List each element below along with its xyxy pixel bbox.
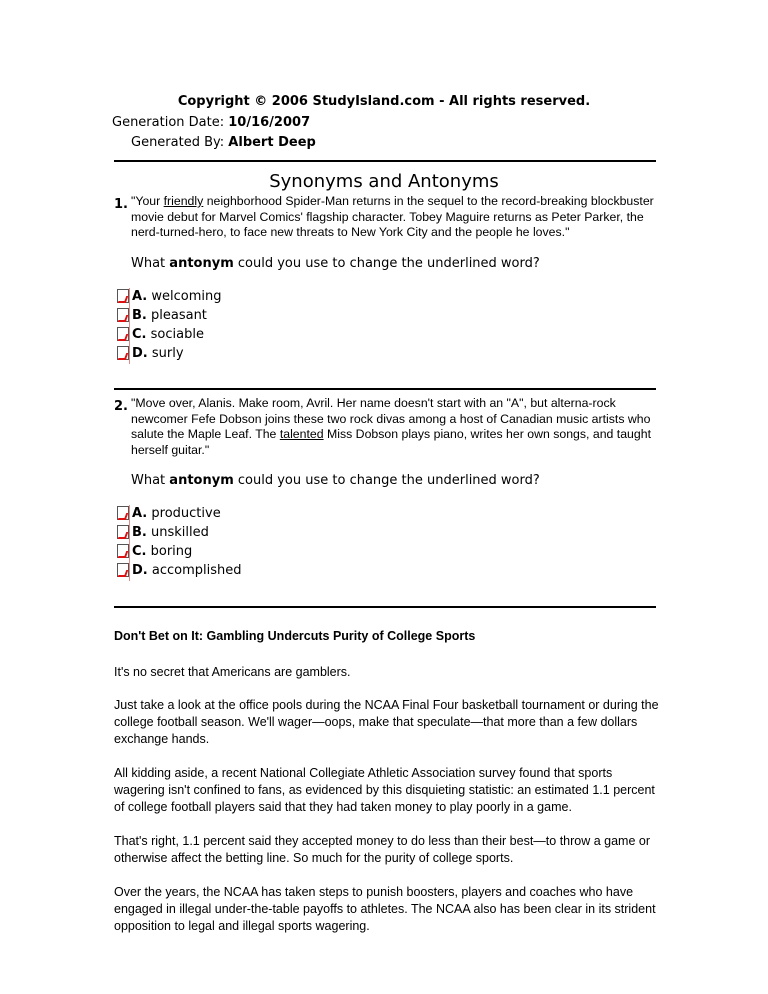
page-title: Synonyms and Antonyms	[269, 171, 499, 192]
checkbox-icon[interactable]	[114, 543, 130, 560]
answer-letter: D.	[132, 346, 148, 361]
checkbox-icon[interactable]	[114, 307, 130, 324]
question-number: 1.	[114, 197, 128, 212]
answer-letter: C.	[132, 544, 147, 559]
answer-letter: A.	[132, 506, 148, 521]
question-passage: "Move over, Alanis. Make room, Avril. Her name doesn't start with an "A", but alterna-rock newcomer Fefe Dobson joins these two rock divas among a host of Canadian music artists who salute the Maple Leaf. The talented Miss Dobson plays piano, writes her own songs, and taught herself guitar."	[131, 396, 651, 457]
answer-option[interactable]	[114, 542, 192, 561]
checkbox-icon[interactable]	[114, 505, 130, 522]
checkbox-icon[interactable]	[114, 345, 130, 362]
answer-letter: B.	[132, 525, 147, 540]
answer-option[interactable]	[114, 504, 221, 523]
underlined-word: talented	[279, 427, 324, 441]
generation-date-label: Generation Date:	[112, 115, 225, 130]
generation-date-value: 10/16/2007	[228, 115, 311, 130]
answer-letter: C.	[132, 327, 147, 342]
divider	[114, 388, 656, 390]
question-number: 2.	[114, 399, 128, 414]
underlined-word: friendly	[163, 194, 204, 208]
answer-option[interactable]	[114, 344, 184, 363]
answer-option[interactable]	[114, 523, 209, 542]
article-paragraph: It's no secret that Americans are gamblers.	[114, 665, 351, 679]
answer-text: unskilled	[151, 525, 209, 540]
question-passage: "Your friendly neighborhood Spider-Man returns in the sequel to the record-breaking blockbuster movie debut for Marvel Comics' flagship character. Tobey Maguire returns as Peter Parker, the nerd-turned-hero, to face new threats to New York City and the people he loves."	[131, 194, 654, 239]
answer-text: productive	[151, 506, 221, 521]
answer-option[interactable]	[114, 306, 207, 325]
answer-text: pleasant	[151, 308, 207, 323]
answer-text: accomplished	[151, 563, 242, 578]
divider	[114, 160, 656, 162]
answer-text: welcoming	[151, 289, 222, 304]
answer-option[interactable]	[114, 287, 222, 306]
article-paragraph: That's right, 1.1 percent said they accepted money to do less than their best—to throw a game or otherwise affect the betting line. So much for the purity of college sports.	[114, 834, 651, 865]
answer-text: surly	[151, 346, 184, 361]
generation-date	[112, 115, 310, 130]
generated-by-label: Generated By:	[131, 135, 225, 150]
answer-option[interactable]	[114, 325, 204, 344]
article-paragraph: Just take a look at the office pools during the NCAA Final Four basketball tournament or during the college football season. We'll wager—oops, make that speculate—that more than a few dollars exchange hands.	[114, 698, 659, 746]
checkbox-icon[interactable]	[114, 288, 130, 305]
checkbox-icon[interactable]	[114, 524, 130, 541]
generated-by-value: Albert Deep	[228, 135, 316, 150]
checkbox-icon[interactable]	[114, 326, 130, 343]
copyright-notice: Copyright © 2006 StudyIsland.com - All rights reserved.	[177, 94, 591, 109]
answer-option[interactable]	[114, 561, 242, 580]
question-prompt: What antonym could you use to change the underlined word?	[131, 473, 540, 488]
article-paragraph: All kidding aside, a recent National Collegiate Athletic Association survey found that sports wagering isn't confined to fans, as evidenced by this disquieting statistic: an estimated 1.1 percent of college football players said that they had taken money to play poorly in a game.	[114, 766, 655, 814]
answer-letter: D.	[132, 563, 148, 578]
answer-text: sociable	[150, 327, 204, 342]
answer-letter: B.	[132, 308, 147, 323]
answer-letter: A.	[132, 289, 148, 304]
article-paragraph: Over the years, the NCAA has taken steps to punish boosters, players and coaches who have engaged in illegal under-the-table payoffs to athletes. The NCAA also has been clear in its strident opposition to legal and illegal sports wagering.	[114, 885, 656, 933]
checkbox-icon[interactable]	[114, 562, 130, 579]
answer-text: boring	[150, 544, 193, 559]
article-title: Don't Bet on It: Gambling Undercuts Purity of College Sports	[114, 629, 476, 643]
generated-by	[131, 135, 316, 150]
divider	[114, 606, 656, 608]
question-prompt: What antonym could you use to change the underlined word?	[131, 256, 540, 271]
